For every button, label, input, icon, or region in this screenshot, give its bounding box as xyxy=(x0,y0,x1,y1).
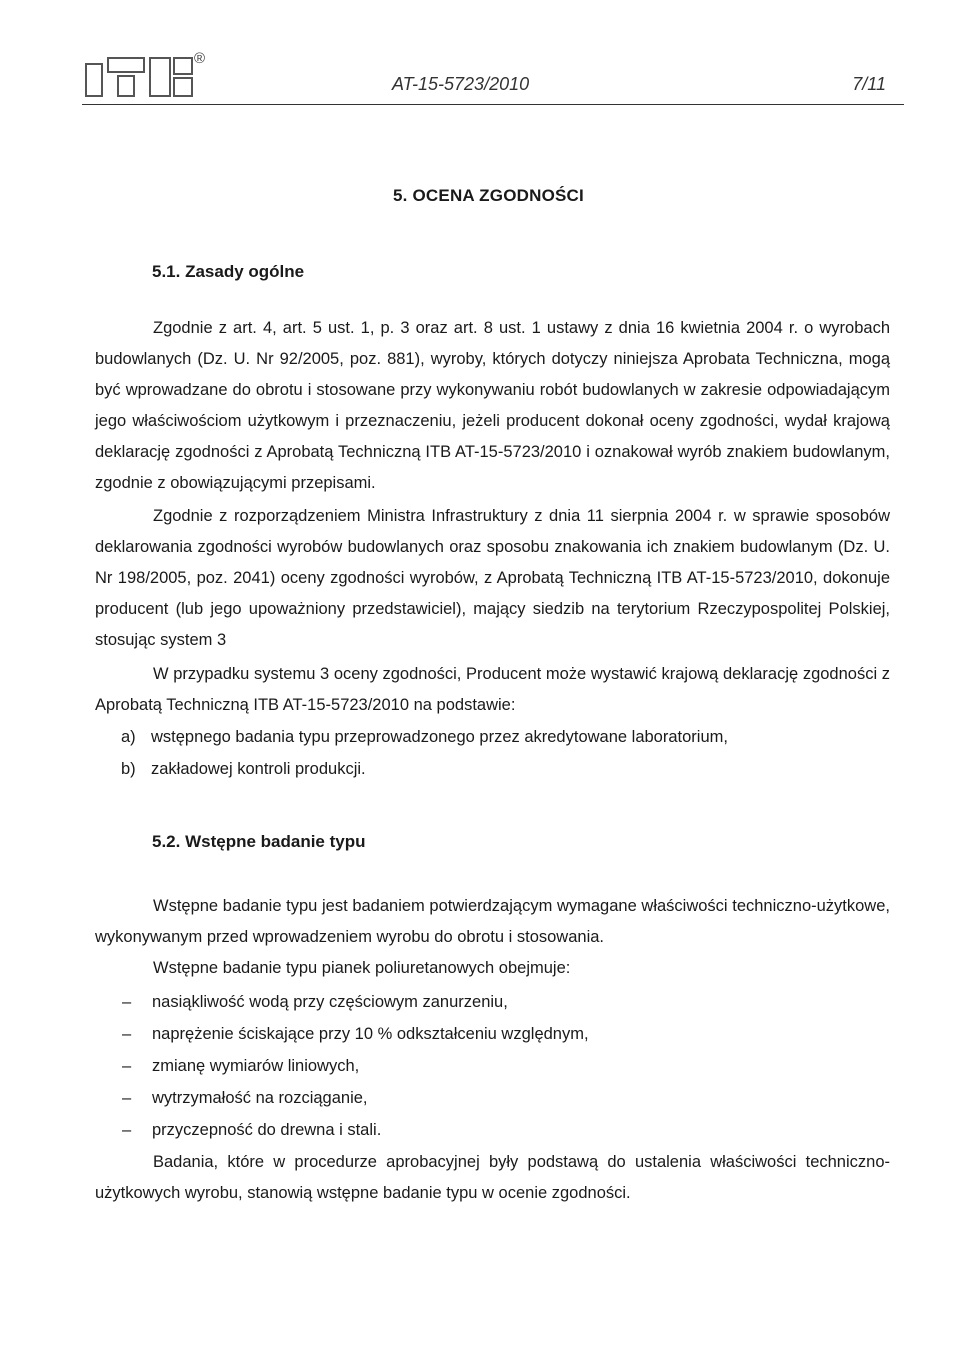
dash-bullet: – xyxy=(122,1121,132,1139)
list-item-text: zakładowej kontroli produkcji. xyxy=(151,760,366,778)
paragraph-5-1-3: W przypadku systemu 3 oceny zgodności, Producent może wystawić krajową deklarację zgodności z Aprobatą Techniczną ITB AT-15-5723/2010 na podstawie: xyxy=(95,665,890,714)
registered-mark: ® xyxy=(194,50,206,67)
list-marker: b) xyxy=(121,760,136,778)
paragraph-5-1-1: Zgodnie z art. 4, art. 5 ust. 1, p. 3 oraz art. 8 ust. 1 ustawy z dnia 16 kwietnia 2004 r. o wyrobach budowlanych (Dz. U. Nr 92/2005, poz. 881), wyroby, których dotyczy niniejsza Aprobata Techniczna, mogą być wprowadzane do obrotu i stosowane przy wykonywaniu robót budowlanych w zakresie odpowiadającym jego właściwościom użytkowym i przeznaczeniu, jeżeli producent dokonał oceny zgodności, wydał krajową deklarację zgodności z Aprobatą Techniczną ITB AT-15-5723/2010 i oznakował wyrób znakiem budowlanym, zgodnie z obowiązującymi przepisami. xyxy=(95,319,890,492)
subsection-title-5-1: 5.1. Zasady ogólne xyxy=(152,262,305,281)
list-marker: a) xyxy=(121,728,136,746)
page-number: 7/11 xyxy=(852,74,886,94)
list-item-text: wytrzymałość na rozciąganie, xyxy=(152,1089,368,1107)
list-item-a xyxy=(95,722,728,753)
list-item-b xyxy=(95,754,366,785)
list-item xyxy=(122,1083,368,1114)
dash-bullet: – xyxy=(122,993,132,1011)
list-item xyxy=(122,987,508,1018)
list-item-text: przyczepność do drewna i stali. xyxy=(152,1121,382,1139)
dash-bullet: – xyxy=(122,1025,132,1043)
paragraph-5-2-2: Wstępne badanie typu pianek poliuretanowych obejmuje: xyxy=(153,959,571,977)
list-item-text: wstępnego badania typu przeprowadzonego przez akredytowane laboratorium, xyxy=(151,728,728,746)
list-item xyxy=(122,1019,589,1050)
list-item-text: zmianę wymiarów liniowych, xyxy=(152,1057,360,1075)
list-item xyxy=(122,1051,359,1082)
list-item xyxy=(122,1115,381,1146)
document-number: AT-15-5723/2010 xyxy=(392,74,530,94)
list-item-text: naprężenie ściskające przy 10 % odkształceniu względnym, xyxy=(152,1025,589,1043)
list-item-text: nasiąkliwość wodą przy częściowym zanurzeniu, xyxy=(152,993,508,1011)
paragraph-5-2-1: Wstępne badanie typu jest badaniem potwierdzającym wymagane właściwości techniczno-użytkowe, wykonywanym przed wprowadzeniem wyrobu do obrotu i stosowania. xyxy=(95,897,890,946)
page-header xyxy=(82,44,904,105)
dash-bullet: – xyxy=(122,1057,132,1075)
section-title: 5. OCENA ZGODNOŚCI xyxy=(393,186,584,205)
itb-logo xyxy=(84,56,194,98)
subsection-title-5-2: 5.2. Wstępne badanie typu xyxy=(152,832,366,851)
paragraph-5-2-3: Badania, które w procedurze aprobacyjnej były podstawą do ustalenia właściwości techniczno-użytkowych wyrobu, stanowią wstępne badanie typu w ocenie zgodności. xyxy=(95,1153,890,1202)
paragraph-5-1-2: Zgodnie z rozporządzeniem Ministra Infrastruktury z dnia 11 sierpnia 2004 r. w sprawie sposobów deklarowania zgodności wyrobów budowlanych oraz sposobu znakowania ich znakiem budowlanym (Dz. U. Nr 198/2005, poz. 2041) oceny zgodności wyrobów, z Aprobatą Techniczną ITB AT-15-5723/2010, dokonuje producent (lub jego upoważniony przedstawiciel), mający siedzib na terytorium Rzeczypospolitej Polskiej, stosując system 3 xyxy=(95,507,890,649)
dash-bullet: – xyxy=(122,1089,132,1107)
